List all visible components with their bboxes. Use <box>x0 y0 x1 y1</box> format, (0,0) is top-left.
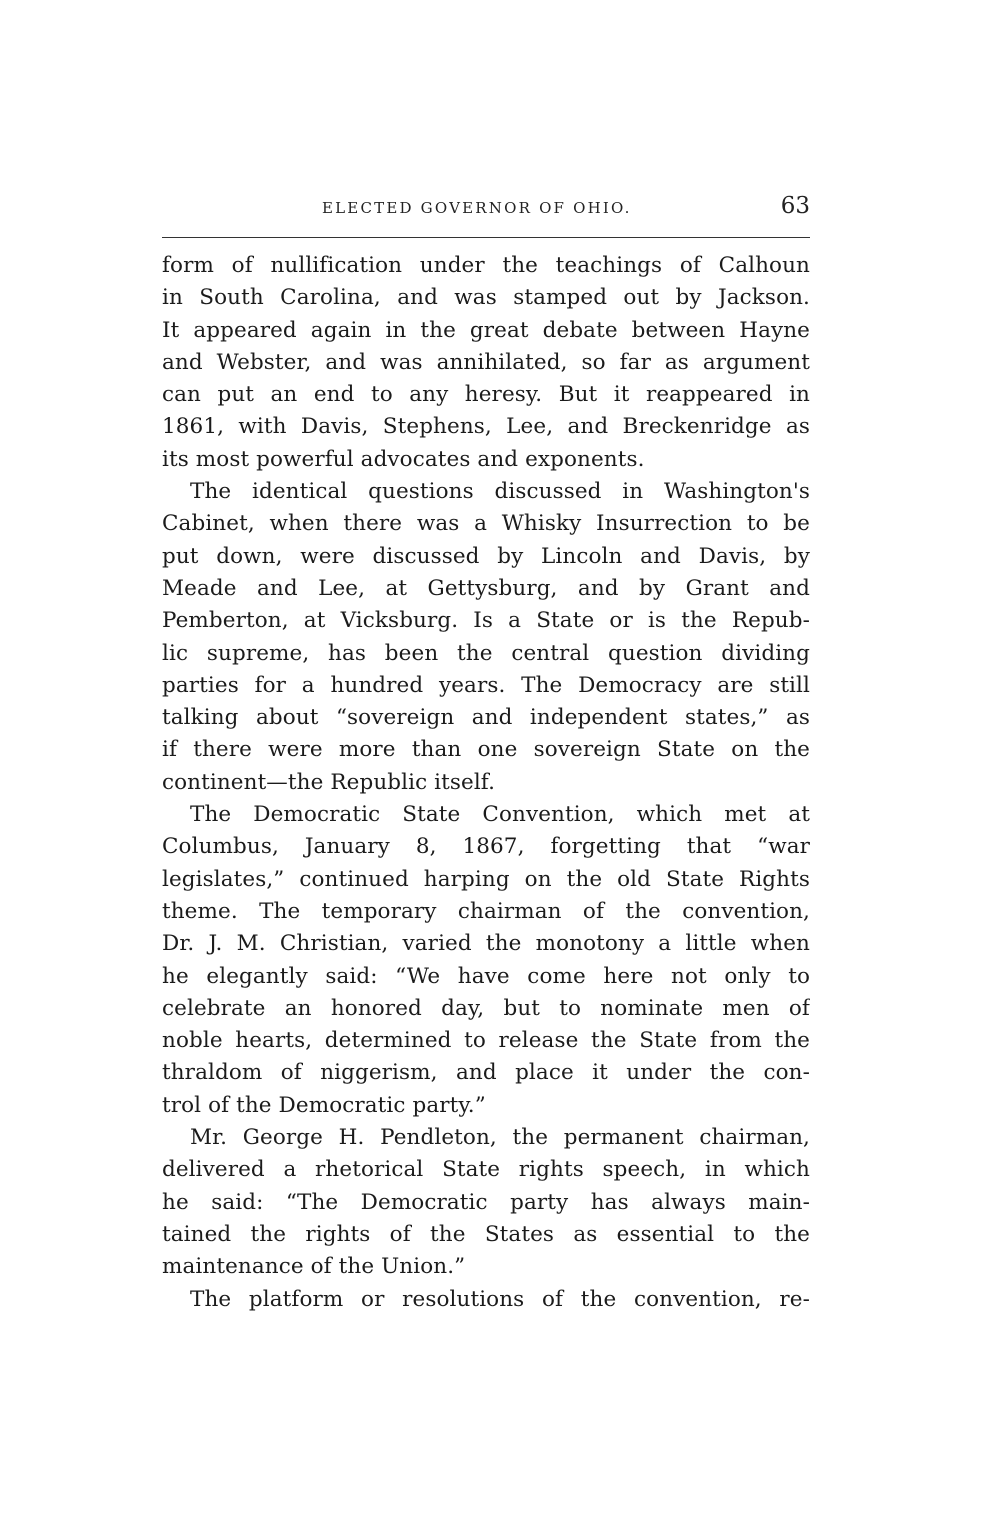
text-line: put down, were discussed by Lincoln and Davis, by <box>162 543 810 569</box>
body-text <box>162 250 810 1316</box>
text-line: if there were more than one sovereign State on the <box>162 737 810 763</box>
text-line: continent—the Republic itself. <box>162 769 496 795</box>
text-line: he elegantly said: “We have come here not only to <box>162 963 810 989</box>
text-line: he said: “The Democratic party has always main- <box>162 1189 810 1215</box>
text-line: legislates,” continued harping on the old State Rights <box>162 866 810 892</box>
text-line: can put an end to any heresy. But it reappeared in <box>162 382 810 408</box>
header-rule <box>162 237 810 238</box>
text-line: thraldom of niggerism, and place it under the con- <box>162 1060 810 1086</box>
text-line: maintenance of the Union.” <box>162 1254 466 1280</box>
text-line: form of nullification under the teachings of Calhoun <box>162 253 810 278</box>
text-line: Cabinet, when there was a Whisky Insurrection to be <box>162 511 810 537</box>
text-line: noble hearts, determined to release the State from the <box>162 1028 810 1054</box>
running-title: ELECTED GOVERNOR OF OHIO. <box>322 199 632 217</box>
text-line: in South Carolina, and was stamped out by Jackson. <box>162 285 810 311</box>
text-line: The Democratic State Convention, which met at <box>190 802 810 828</box>
page-number: 63 <box>780 193 810 219</box>
text-line: Columbus, January 8, 1867, forgetting that “war <box>162 834 810 860</box>
text-line: talking about “sovereign and independent states,” as <box>162 705 810 731</box>
text-line: lic supreme, has been the central question dividing <box>162 640 810 666</box>
text-line: 1861, with Davis, Stephens, Lee, and Breckenridge as <box>162 414 810 440</box>
text-line: theme. The temporary chairman of the convention, <box>162 898 810 924</box>
text-line: delivered a rhetorical State rights speech, in which <box>162 1157 810 1183</box>
text-line: and Webster, and was annihilated, so far as argument <box>162 349 810 375</box>
text-line: Meade and Lee, at Gettysburg, and by Grant and <box>162 575 810 601</box>
text-line: trol of the Democratic party.” <box>162 1092 486 1118</box>
text-line: The identical questions discussed in Washington's <box>190 479 810 505</box>
text-line: The platform or resolutions of the convention, re- <box>190 1286 810 1312</box>
text-line: Dr. J. M. Christian, varied the monotony a little when <box>162 931 810 957</box>
text-line: Mr. George H. Pendleton, the permanent chairman, <box>190 1125 810 1151</box>
text-line: Pemberton, at Vicksburg. Is a State or is the Repub- <box>162 608 810 634</box>
running-head <box>162 193 810 225</box>
text-line: tained the rights of the States as essential to the <box>162 1221 810 1247</box>
text-line: It appeared again in the great debate between Hayne <box>162 317 810 343</box>
text-line: its most powerful advocates and exponents. <box>162 446 645 472</box>
text-line: celebrate an honored day, but to nominate men of <box>162 995 810 1021</box>
text-line: parties for a hundred years. The Democracy are still <box>162 672 810 698</box>
